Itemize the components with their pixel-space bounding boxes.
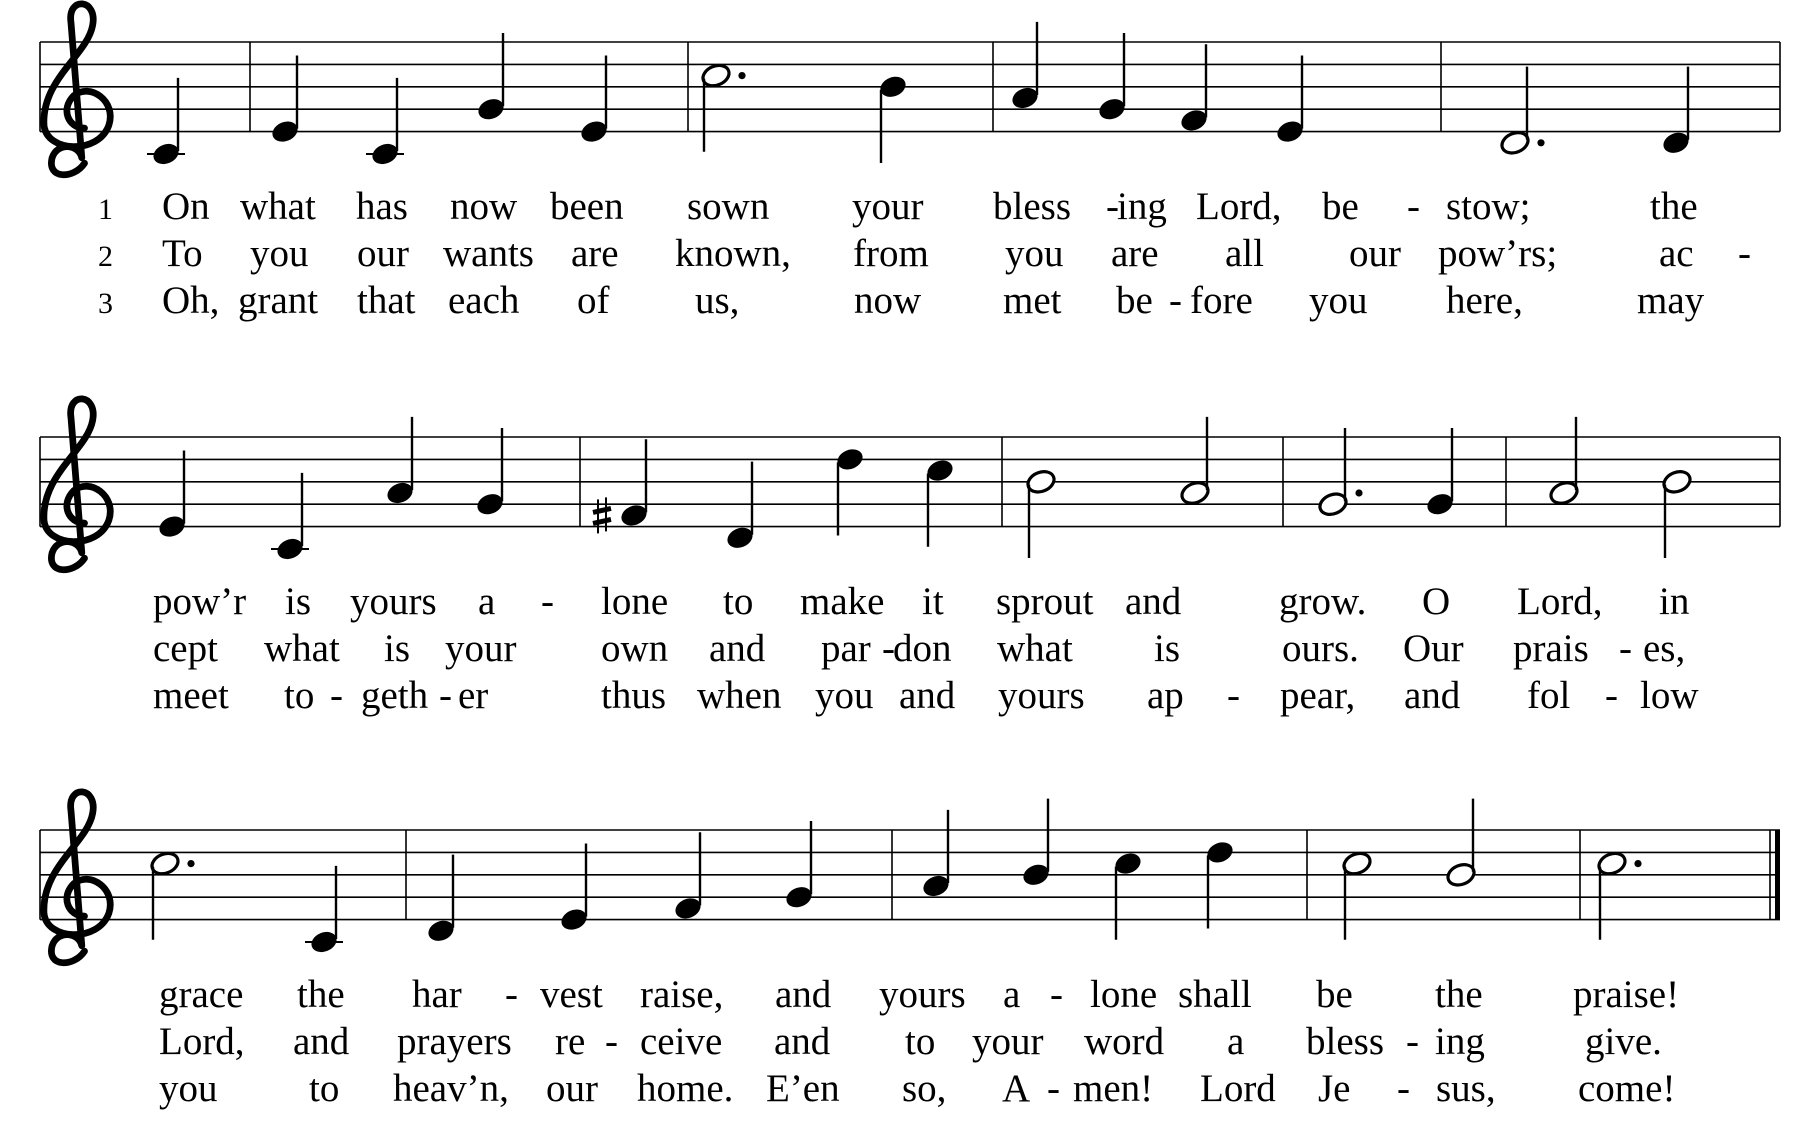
lyric-syllable: your bbox=[852, 185, 924, 228]
lyric-syllable: ing bbox=[1117, 185, 1167, 228]
lyric-syllable: - bbox=[1397, 1067, 1410, 1110]
lyric-syllable: come! bbox=[1578, 1067, 1676, 1110]
lyric-syllable: Lord, bbox=[159, 1020, 245, 1063]
lyric-syllable: fol bbox=[1527, 674, 1571, 717]
lyric-syllable: our bbox=[546, 1067, 598, 1110]
lyric-syllable: it bbox=[922, 580, 944, 623]
lyric-syllable: when bbox=[697, 674, 782, 717]
lyric-syllable: grant bbox=[238, 279, 319, 322]
lyric-syllable: - bbox=[1106, 185, 1119, 228]
lyric-syllable: low bbox=[1640, 674, 1699, 717]
lyric-syllable: make bbox=[800, 580, 885, 623]
lyric-syllable: from bbox=[853, 232, 929, 275]
note bbox=[1548, 417, 1580, 507]
note bbox=[156, 450, 187, 540]
lyric-syllable: vest bbox=[540, 973, 603, 1016]
lyric-syllable: that bbox=[357, 279, 416, 322]
note bbox=[305, 866, 343, 956]
note bbox=[384, 417, 415, 507]
lyric-syllable: be bbox=[1322, 185, 1359, 228]
lyric-syllable: ac bbox=[1659, 232, 1694, 275]
lyric-syllable: is bbox=[285, 580, 312, 623]
note bbox=[700, 62, 746, 152]
note bbox=[1009, 22, 1040, 112]
note bbox=[1660, 67, 1691, 157]
lyric-syllable: ap bbox=[1147, 674, 1184, 717]
lyric-syllable: to bbox=[309, 1067, 340, 1110]
lyric-syllable: - bbox=[605, 1020, 618, 1063]
lyric-syllable: and bbox=[709, 627, 766, 670]
lyric-syllable: bless bbox=[1306, 1020, 1384, 1063]
lyric-syllable: - bbox=[1169, 279, 1182, 322]
lyric-syllable: are bbox=[571, 232, 619, 275]
lyric-syllable: - bbox=[1406, 1020, 1419, 1063]
lyric-syllable: E’en bbox=[766, 1067, 840, 1110]
lyric-syllable: Lord, bbox=[1196, 185, 1282, 228]
lyric-syllable: Lord, bbox=[1517, 580, 1603, 623]
lyric-syllable: har bbox=[412, 973, 462, 1016]
lyric-syllable: er bbox=[458, 674, 489, 717]
lyric-syllable: the bbox=[1650, 185, 1698, 228]
lyric-syllable: - bbox=[1050, 973, 1063, 1016]
note bbox=[558, 843, 589, 933]
lyric-syllable: A bbox=[1002, 1067, 1031, 1110]
note bbox=[920, 810, 951, 900]
lyric-syllable: - bbox=[505, 973, 518, 1016]
sharp-stroke bbox=[593, 508, 611, 512]
staff-system-3 bbox=[40, 792, 1780, 1110]
lyric-syllable: geth bbox=[361, 674, 429, 717]
notes bbox=[149, 799, 1642, 956]
treble-clef-icon bbox=[44, 792, 110, 963]
lyric-syllable: you bbox=[1309, 279, 1368, 322]
note bbox=[1178, 44, 1209, 134]
treble-clef-icon bbox=[44, 399, 110, 570]
lyric-syllable: To bbox=[162, 232, 203, 275]
lyric-syllable: es, bbox=[1643, 627, 1686, 670]
staff-system-1 bbox=[40, 4, 1780, 322]
lyric-syllable: Je bbox=[1318, 1067, 1351, 1110]
note bbox=[578, 55, 609, 145]
lyric-syllable: to bbox=[905, 1020, 936, 1063]
note bbox=[1424, 428, 1455, 518]
note bbox=[834, 446, 865, 536]
sharp-stroke bbox=[593, 519, 611, 523]
verse-number: 2 bbox=[98, 240, 113, 273]
lyric-syllable: par bbox=[821, 627, 871, 670]
augmentation-dot bbox=[738, 72, 745, 79]
lyric-syllable: stow; bbox=[1446, 185, 1531, 228]
note bbox=[1204, 839, 1235, 929]
lyric-syllable: yours bbox=[998, 674, 1085, 717]
lyric-syllable: - bbox=[1619, 627, 1632, 670]
lyric-syllable: - bbox=[541, 580, 554, 623]
final-barline bbox=[1775, 830, 1780, 920]
lyric-syllable: - bbox=[1605, 674, 1618, 717]
note bbox=[475, 33, 506, 123]
augmentation-dot bbox=[1634, 860, 1641, 867]
lyric-syllable: word bbox=[1084, 1020, 1165, 1063]
lyric-syllable: yours bbox=[350, 580, 437, 623]
lyric-syllable: sus, bbox=[1436, 1067, 1496, 1110]
lyric-syllable: O bbox=[1422, 580, 1451, 623]
lyric-syllable: may bbox=[1637, 279, 1705, 322]
note bbox=[425, 855, 456, 945]
lyric-syllable: thus bbox=[601, 674, 667, 717]
lyric-syllable: and bbox=[899, 674, 956, 717]
lyric-syllable: a bbox=[478, 580, 496, 623]
notes bbox=[147, 22, 1692, 168]
lyric-syllable: you bbox=[815, 674, 874, 717]
lyric-syllable: each bbox=[448, 279, 520, 322]
lyric-syllable: what bbox=[240, 185, 316, 228]
note bbox=[924, 457, 955, 547]
lyric-syllable: grow. bbox=[1279, 580, 1367, 623]
lyric-syllable: shall bbox=[1178, 973, 1252, 1016]
lyric-syllable: what bbox=[997, 627, 1073, 670]
lyric-syllable: pow’r bbox=[153, 580, 247, 623]
lyric-syllable: and bbox=[774, 1020, 831, 1063]
note bbox=[672, 832, 703, 922]
lyric-syllable: met bbox=[1003, 279, 1062, 322]
lyric-syllable: home. bbox=[637, 1067, 734, 1110]
lyric-syllable: prais bbox=[1513, 627, 1589, 670]
staff-lines bbox=[40, 42, 1780, 132]
lyric-syllable: - bbox=[882, 627, 895, 670]
verse-number: 1 bbox=[98, 193, 113, 226]
lyric-syllable: - bbox=[439, 674, 452, 717]
lyric-syllable: has bbox=[356, 185, 408, 228]
lyric-syllable: grace bbox=[159, 973, 244, 1016]
note bbox=[724, 462, 755, 552]
lyric-syllable: known, bbox=[675, 232, 791, 275]
staff-lines bbox=[40, 830, 1780, 920]
note bbox=[1341, 850, 1373, 940]
lyric-syllable: our bbox=[357, 232, 409, 275]
lyric-syllable: - bbox=[1227, 674, 1240, 717]
note bbox=[271, 473, 309, 563]
lyrics-system-3 bbox=[159, 973, 1679, 1110]
note bbox=[877, 73, 908, 163]
note bbox=[1112, 850, 1143, 940]
lyric-syllable: Our bbox=[1403, 627, 1464, 670]
lyric-syllable: be bbox=[1316, 973, 1353, 1016]
note bbox=[783, 821, 814, 911]
note bbox=[1274, 55, 1305, 145]
lyric-syllable: be bbox=[1116, 279, 1153, 322]
note bbox=[1020, 799, 1051, 889]
lyric-syllable: ceive bbox=[640, 1020, 723, 1063]
lyric-syllable: - bbox=[1407, 185, 1420, 228]
lyric-syllable: and bbox=[775, 973, 832, 1016]
lyric-syllable: of bbox=[577, 279, 610, 322]
lyric-syllable: fore bbox=[1190, 279, 1253, 322]
lyric-syllable: cept bbox=[153, 627, 218, 670]
lyric-syllable: to bbox=[284, 674, 315, 717]
note bbox=[149, 850, 195, 940]
lyric-syllable: your bbox=[972, 1020, 1044, 1063]
lyric-syllable: yours bbox=[879, 973, 966, 1016]
lyric-syllable: your bbox=[445, 627, 517, 670]
lyric-syllable: - bbox=[330, 674, 343, 717]
notes bbox=[156, 417, 1693, 563]
verse-number: 3 bbox=[98, 287, 113, 320]
lyric-syllable: meet bbox=[153, 674, 229, 717]
lyric-syllable: heav’n, bbox=[393, 1067, 509, 1110]
lyric-syllable: Oh, bbox=[162, 279, 220, 322]
lyric-syllable: to bbox=[723, 580, 754, 623]
sharp-icon bbox=[593, 497, 611, 533]
lyric-syllable: is bbox=[384, 627, 411, 670]
note bbox=[1661, 468, 1693, 558]
lyric-syllable: don bbox=[893, 627, 952, 670]
lyric-syllable: and bbox=[1125, 580, 1182, 623]
lyric-syllable: all bbox=[1225, 232, 1264, 275]
lyric-syllable: sprout bbox=[996, 580, 1094, 623]
lyric-syllable: so, bbox=[902, 1067, 947, 1110]
lyric-syllable: been bbox=[550, 185, 624, 228]
note bbox=[366, 78, 404, 168]
lyric-syllable: praise! bbox=[1573, 973, 1680, 1016]
lyric-syllable: bless bbox=[993, 185, 1071, 228]
note bbox=[147, 78, 185, 168]
augmentation-dot bbox=[1537, 139, 1544, 146]
note bbox=[1499, 67, 1545, 157]
augmentation-dot bbox=[1355, 489, 1362, 496]
lyric-syllable: men! bbox=[1073, 1067, 1154, 1110]
lyric-syllable: prayers bbox=[397, 1020, 512, 1063]
lyric-syllable: the bbox=[297, 973, 345, 1016]
lyric-syllable: - bbox=[1047, 1067, 1060, 1110]
lyric-syllable: and bbox=[1404, 674, 1461, 717]
lyric-syllable: now bbox=[854, 279, 922, 322]
lyric-syllable: - bbox=[1738, 232, 1751, 275]
lyric-syllable: On bbox=[162, 185, 210, 228]
lyric-syllable: wants bbox=[443, 232, 534, 275]
note bbox=[1025, 468, 1057, 558]
lyric-syllable: a bbox=[1227, 1020, 1245, 1063]
lyric-syllable: are bbox=[1111, 232, 1159, 275]
lyric-syllable: re bbox=[555, 1020, 586, 1063]
note bbox=[474, 428, 505, 518]
lyric-syllable: raise, bbox=[640, 973, 724, 1016]
lyric-syllable: now bbox=[450, 185, 518, 228]
augmentation-dot bbox=[187, 860, 194, 867]
lyric-syllable: the bbox=[1435, 973, 1483, 1016]
lyric-syllable: sown bbox=[687, 185, 770, 228]
lyric-syllable: Lord bbox=[1200, 1067, 1276, 1110]
note bbox=[1179, 417, 1211, 507]
lyric-syllable: here, bbox=[1446, 279, 1523, 322]
lyric-syllable: lone bbox=[601, 580, 669, 623]
lyric-syllable: our bbox=[1349, 232, 1401, 275]
lyrics-system-2 bbox=[153, 580, 1699, 717]
lyric-syllable: you bbox=[1005, 232, 1064, 275]
lyric-syllable: own bbox=[601, 627, 669, 670]
lyric-syllable: us, bbox=[695, 279, 740, 322]
lyric-syllable: ing bbox=[1435, 1020, 1485, 1063]
staff-system-2 bbox=[40, 399, 1780, 717]
lyric-syllable: you bbox=[159, 1067, 218, 1110]
lyric-syllable: a bbox=[1003, 973, 1021, 1016]
lyric-syllable: what bbox=[264, 627, 340, 670]
note bbox=[1445, 799, 1477, 889]
lyric-syllable: pow’rs; bbox=[1438, 232, 1558, 275]
lyric-syllable: is bbox=[1154, 627, 1181, 670]
lyrics-system-1 bbox=[98, 185, 1751, 322]
lyric-syllable: lone bbox=[1090, 973, 1158, 1016]
lyric-syllable: pear, bbox=[1280, 674, 1356, 717]
lyric-syllable: you bbox=[250, 232, 309, 275]
note bbox=[1096, 33, 1127, 123]
lyric-syllable: and bbox=[293, 1020, 350, 1063]
note bbox=[269, 55, 300, 145]
note bbox=[1596, 850, 1642, 940]
note bbox=[593, 439, 650, 533]
treble-clef-icon bbox=[44, 4, 110, 175]
lyric-syllable: ours. bbox=[1282, 627, 1359, 670]
lyric-syllable: give. bbox=[1585, 1020, 1662, 1063]
lyric-syllable: in bbox=[1659, 580, 1690, 623]
